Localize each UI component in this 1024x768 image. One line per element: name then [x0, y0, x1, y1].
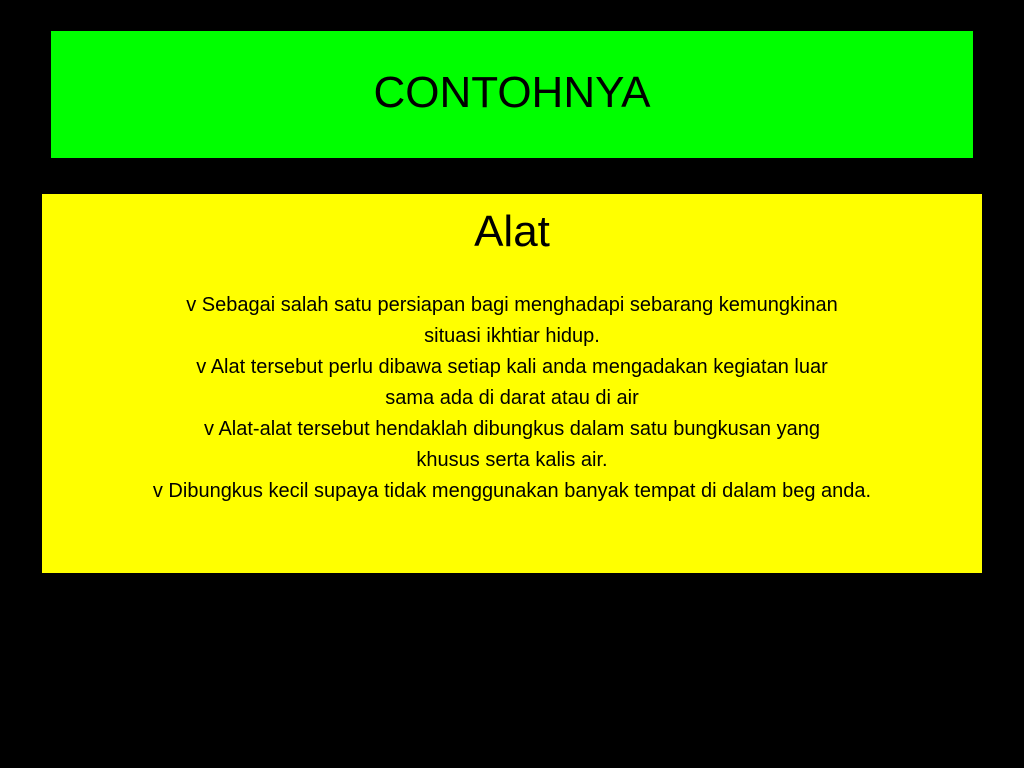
content-line: v Alat tersebut perlu dibawa setiap kali anda mengadakan kegiatan luar — [196, 356, 828, 378]
content-line: v Alat-alat tersebut hendaklah dibungkus dalam satu bungkusan yang — [204, 418, 820, 440]
content-line: situasi ikhtiar hidup. — [424, 325, 600, 347]
content-line: v Sebagai salah satu persiapan bagi menghadapi sebarang kemungkinan — [186, 294, 838, 316]
content-line: khusus serta kalis air. — [416, 449, 608, 471]
content-heading: Alat — [474, 207, 550, 256]
title-box — [51, 31, 973, 158]
slide-title: CONTOHNYA — [373, 67, 651, 117]
content-line: v Dibungkus kecil supaya tidak menggunakan banyak tempat di dalam beg anda. — [152, 480, 872, 502]
content-body — [42, 290, 982, 507]
content-line: sama ada di darat atau di air — [385, 387, 639, 409]
content-box — [42, 194, 982, 573]
